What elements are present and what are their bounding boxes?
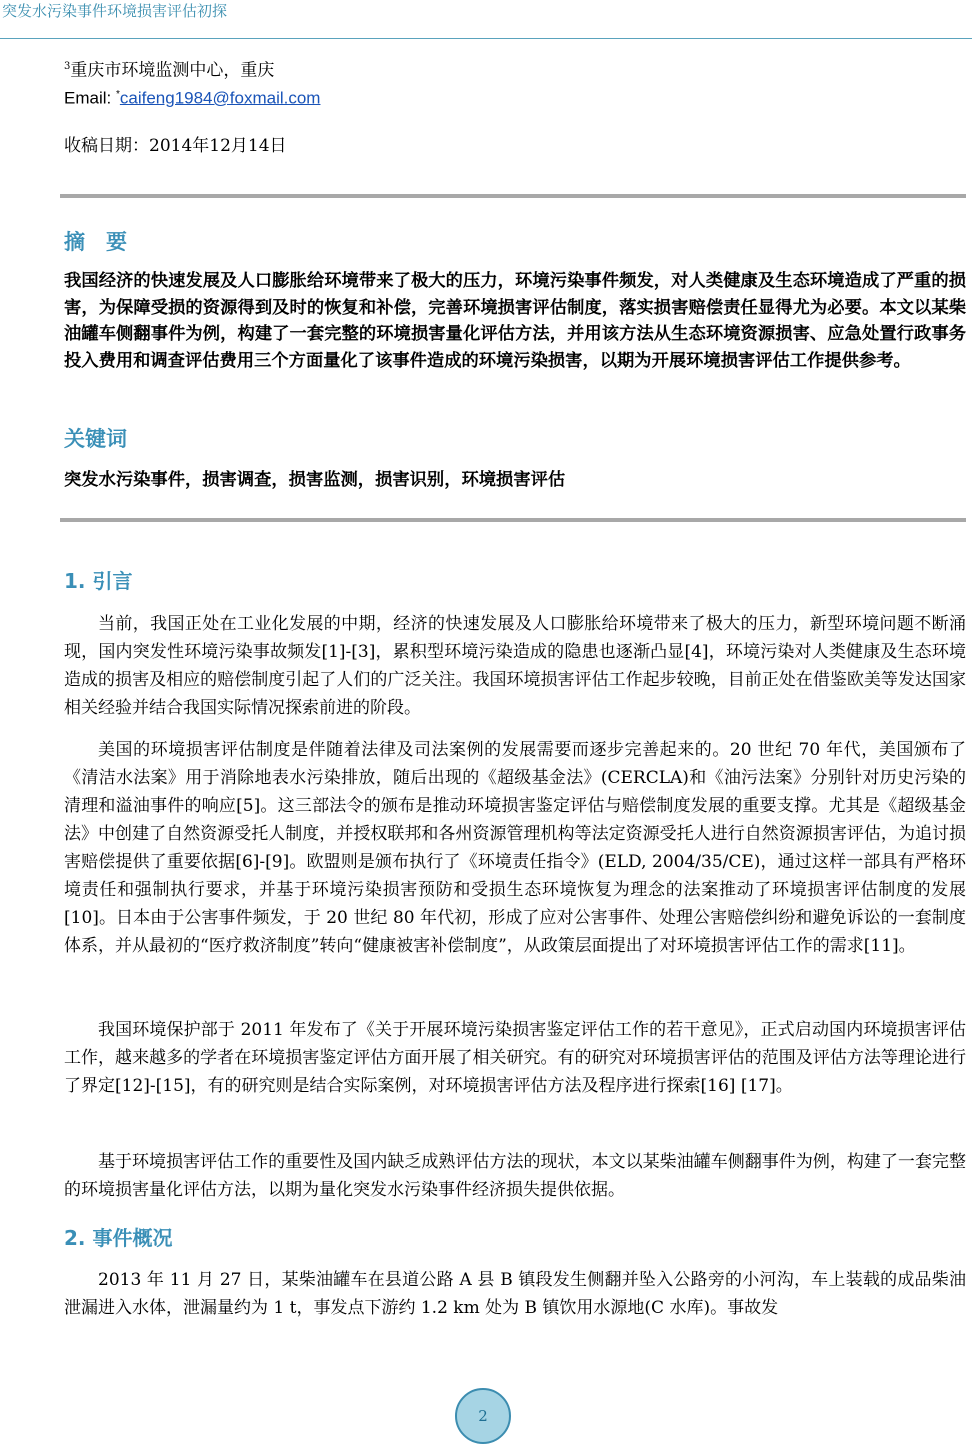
abstract-title: 摘 要	[64, 230, 127, 254]
email-line	[64, 83, 966, 111]
divider-bottom	[60, 518, 966, 522]
running-title: 突发水污染事件环境损害评估初探	[2, 2, 228, 20]
affiliation-text: 重庆市环境监测中心，重庆	[70, 60, 275, 81]
keywords-text: 突发水污染事件，损害调查，损害监测，损害识别，环境损害评估	[64, 470, 566, 490]
section-2-paragraph: 2013 年 11 月 27 日，某柴油罐车在县道公路 A 县 B 镇段发生侧翻并坠入公路旁的小河沟，车上装载的成品柴油泄漏进入水体，泄漏量约为 1 t，事发点下游约 1.2 km 处为 B 镇饮用水源地(C 水库)。事故发	[64, 1270, 966, 1318]
affiliation-block	[64, 55, 966, 110]
email-label: Email:	[64, 88, 116, 108]
section-1-paragraph: 我国环境保护部于 2011 年发布了《关于开展环境污染损害鉴定评估工作的若干意见》，正式启动国内环境损害评估工作，越来越多的学者在环境损害鉴定评估方面开展了相关研究。有的研究对环境损害评估的范围及评估方法等理论进行了界定[12]-[15]，有的研究则是结合实际案例，对环境损害评估方法及程序进行探索[16] [17]。	[64, 1020, 966, 1096]
received-date: 收稿日期：2014年12月14日	[64, 136, 287, 156]
divider-top	[60, 194, 966, 198]
section-1-paragraph: 美国的环境损害评估制度是伴随着法律及司法案例的发展需要而逐步完善起来的。20 世纪 70 年代，美国颁布了《清洁水法案》用于消除地表水污染排放，随后出现的《超级基金法》(CERCLA)和《油污法案》分别针对历史污染的清理和溢油事件的响应[5]。这三部法令的颁布是推动环境损害鉴定评估与赔偿制度发展的重要支撑。尤其是《超级基金法》中创建了自然资源受托人制度，并授权联邦和各州资源管理机构等法定资源受托人进行自然资源损害评估，为追讨损害赔偿提供了重要依据[6]-[9]。欧盟则是颁布执行了《环境责任指令》(ELD, 2004/35/CE)，通过这样一部具有严格环境责任和强制执行要求，并基于环境污染损害预防和受损生态环境恢复为理念的法案推动了环境损害评估制度的发展[10]。日本由于公害事件频发，于 20 世纪 80 年代初，形成了应对公害事件、处理公害赔偿纠纷和避免诉讼的一套制度体系，并从最初的“医疗救济制度”转向“健康被害补偿制度”，从政策层面提出了对环境损害评估工作的需求[11]。	[64, 740, 966, 956]
email-link[interactable]: caifeng1984@foxmail.com	[119, 88, 321, 108]
section-1-title: 1. 引言	[64, 569, 133, 593]
affiliation-line	[64, 55, 966, 83]
section-1-paragraph: 当前，我国正处在工业化发展的中期，经济的快速发展及人口膨胀给环境带来了极大的压力，新型环境问题不断涌现，国内突发性环境污染事故频发[1]-[3]，累积型环境污染造成的隐患也逐渐凸显[4]，环境污染对人类健康及生态环境造成的损害及相应的赔偿制度引起了人们的广泛关注。我国环境损害评估工作起步较晚，目前正处在借鉴欧美等发达国家相关经验并结合我国实际情况探索前进的阶段。	[64, 614, 966, 718]
page-number: 2	[455, 1388, 511, 1444]
email-superscript: *	[115, 88, 120, 100]
affiliation-superscript: 3	[64, 61, 71, 72]
keywords-title: 关键词	[64, 427, 127, 451]
section-1-paragraph: 基于环境损害评估工作的重要性及国内缺乏成熟评估方法的现状，本文以某柴油罐车侧翻事件为例，构建了一套完整的环境损害量化评估方法，以期为量化突发水污染事件经济损失提供依据。	[64, 1152, 966, 1200]
running-header	[0, 0, 972, 39]
section-2-title: 2. 事件概况	[64, 1226, 173, 1250]
abstract-text: 我国经济的快速发展及人口膨胀给环境带来了极大的压力，环境污染事件频发，对人类健康及生态环境造成了严重的损害，为保障受损的资源得到及时的恢复和补偿，完善环境损害评估制度，落实损害赔偿责任显得尤为必要。本文以某柴油罐车侧翻事件为例，构建了一套完整的环境损害量化评估方法，并用该方法从生态环境资源损害、应急处置行政事务投入费用和调查评估费用三个方面量化了该事件造成的环境污染损害，以期为开展环境损害评估工作提供参考。	[64, 271, 966, 371]
